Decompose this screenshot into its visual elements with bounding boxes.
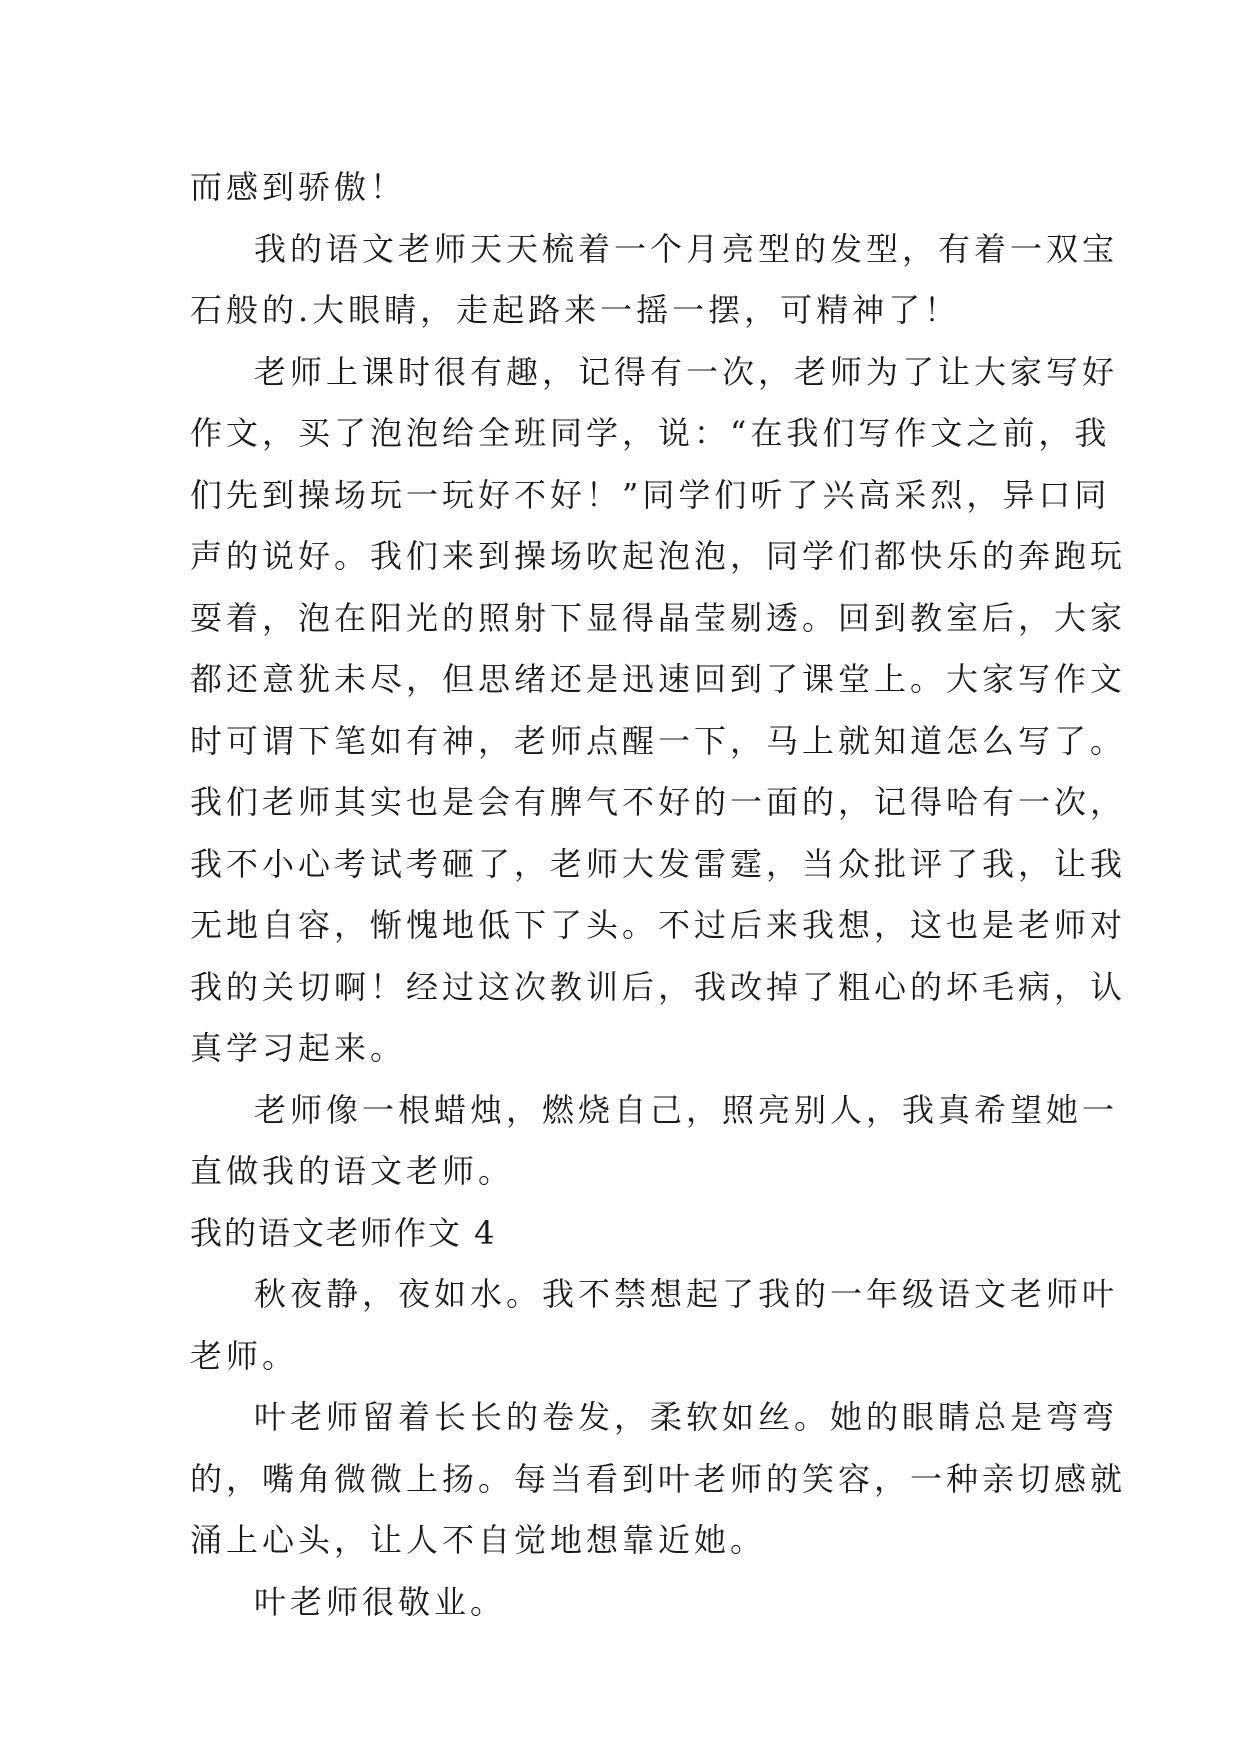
text-line: 的，嘴角微微上扬。每当看到叶老师的笑容，一种亲切感就 [190, 1459, 1127, 1498]
text-line: 石般的.大眼睛，走起路来一摇一摆，可精神了！ [190, 291, 961, 329]
paragraph-start-line: 老师上课时很有趣，记得有一次，老师为了让大家写好 [254, 352, 1119, 391]
paragraph-start-line: 秋夜静，夜如水。我不禁想起了我的一年级语文老师叶 [254, 1275, 1119, 1313]
text-line: 老师。 [190, 1336, 299, 1375]
text-line: 都还意犹未尽，但思绪还是迅速回到了课堂上。大家写作文 [190, 660, 1127, 698]
text-line: 无地自容，惭愧地低下了头。不过后来我想，这也是老师对 [190, 906, 1127, 944]
text-line: 声的说好。我们来到操场吹起泡泡，同学们都快乐的奔跑玩 [190, 537, 1127, 575]
text-line: 而感到骄傲！ [190, 168, 407, 206]
section-heading: 我的语文老师作文 4 [190, 1213, 497, 1252]
text-line: 涌上心头，让人不自觉地想靠近她。 [190, 1521, 767, 1559]
paragraph-start-line: 老师像一根蜡烛，燃烧自己，照亮别人，我真希望她一 [254, 1090, 1119, 1129]
paragraph-start-line: 我的语文老师天天梳着一个月亮型的发型，有着一双宝 [254, 229, 1119, 268]
text-line: 们先到操场玩一玩好不好！”同学们听了兴高采烈，异口同 [190, 475, 1111, 514]
text-line: 我不小心考试考砸了，老师大发雷霆，当众批评了我，让我 [190, 844, 1127, 883]
text-line: 真学习起来。 [190, 1029, 407, 1067]
text-line: 耍着，泡在阳光的照射下显得晶莹剔透。回到教室后，大家 [190, 598, 1127, 637]
paragraph-start-line: 叶老师很敬业。 [254, 1582, 507, 1621]
text-line: 我的关切啊！经过这次教训后，我改掉了粗心的坏毛病，认 [190, 967, 1127, 1006]
text-line: 作文，买了泡泡给全班同学，说：“在我们写作文之前，我 [190, 414, 1111, 452]
text-line: 直做我的语文老师。 [190, 1152, 515, 1190]
essay-body [190, 157, 1127, 1633]
text-line: 我们老师其实也是会有脾气不好的一面的，记得哈有一次， [190, 783, 1127, 821]
text-line: 时可谓下笔如有神，老师点醒一下，马上就知道怎么写了。 [190, 721, 1127, 760]
paragraph-start-line: 叶老师留着长长的卷发，柔软如丝。她的眼睛总是弯弯 [254, 1398, 1119, 1436]
